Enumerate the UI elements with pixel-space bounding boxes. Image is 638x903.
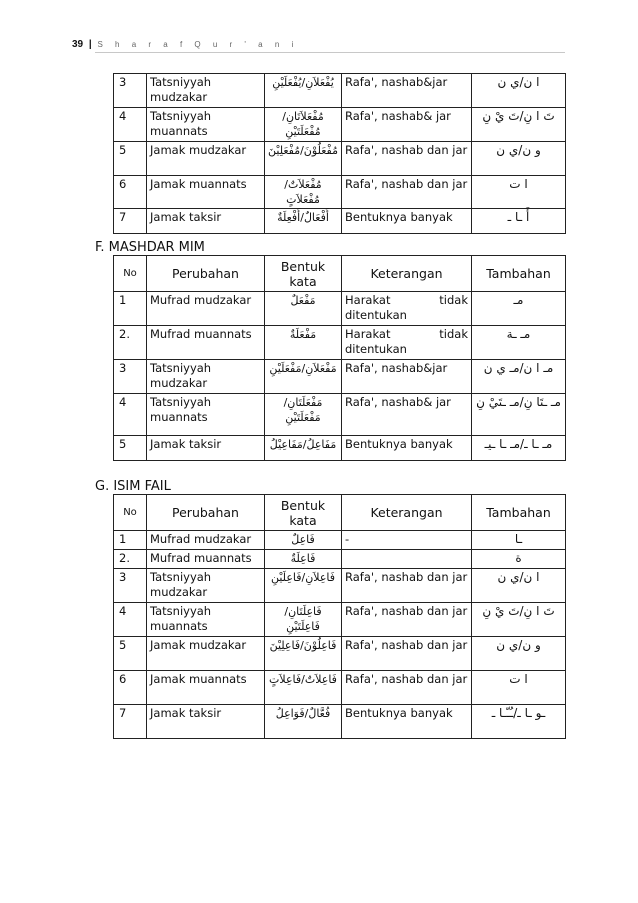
table-row	[114, 292, 566, 326]
col-header-bentuk: Bentuk kata	[265, 256, 342, 292]
row-bentuk-kata: فَاعِلاَنِ/فَاعِلَيْنِ	[265, 569, 342, 603]
table-row	[114, 360, 566, 394]
row-bentuk-kata: فَاعِلاَتٌ/فَاعِلاَتٍ	[265, 671, 342, 705]
row-tambahan: ا ن/ي ن	[472, 74, 566, 108]
table-row	[114, 209, 566, 234]
table-body	[114, 292, 566, 461]
header-rule	[95, 52, 565, 53]
row-perubahan: Jamak muannats	[147, 176, 265, 209]
row-tambahan: مـ ا ن/مـ ي ن	[472, 360, 566, 394]
row-keterangan: Rafa', nashab dan jar	[342, 603, 472, 637]
row-number: 4	[114, 603, 147, 637]
table-body	[114, 531, 566, 739]
row-perubahan: Mufrad mudzakar	[147, 531, 265, 550]
row-keterangan	[342, 550, 472, 569]
section-f-title: F. MASHDAR MIM	[95, 240, 205, 255]
table-continuation	[113, 73, 566, 234]
row-perubahan: Tatsniyyah muannats	[147, 394, 265, 436]
row-tambahan: ة	[472, 550, 566, 569]
row-keterangan: Rafa', nashab&jar	[342, 74, 472, 108]
row-number: 5	[114, 637, 147, 671]
row-bentuk-kata: مَفَاعِلُ/مَفَاعِيْلُ	[265, 436, 342, 461]
row-bentuk-kata: أَفْعَالٌ/أَفْعِلَةٌ	[265, 209, 342, 234]
row-bentuk-kata: مَفْعَلاَنِ/مَفْعَلَيْنِ	[265, 360, 342, 394]
row-keterangan: Rafa', nashab dan jar	[342, 142, 472, 176]
row-bentuk-kata: فَاعِلَةٌ	[265, 550, 342, 569]
row-keterangan: -	[342, 531, 472, 550]
row-tambahan: مـ	[472, 292, 566, 326]
col-header-tambahan: Tambahan	[472, 495, 566, 531]
table-mashdar-mim	[113, 255, 566, 461]
row-perubahan: Mufrad muannats	[147, 326, 265, 360]
row-bentuk-kata: فُعَّالٌ/فَوَاعِلُ	[265, 705, 342, 739]
row-tambahan: أَ ـا ـ	[472, 209, 566, 234]
row-perubahan: Jamak muannats	[147, 671, 265, 705]
row-number: 3	[114, 569, 147, 603]
row-number: 5	[114, 436, 147, 461]
running-header	[72, 39, 298, 50]
row-bentuk-kata: فَاعِلُوْنَ/فَاعِلِيْنَ	[265, 637, 342, 671]
table-isim-fail	[113, 494, 566, 739]
col-header-keterangan: Keterangan	[342, 256, 472, 292]
row-bentuk-kata: يُفْعَلاَنِ/يُفْعَلَيْنِ	[265, 74, 342, 108]
row-perubahan: Jamak mudzakar	[147, 637, 265, 671]
row-perubahan: Jamak taksir	[147, 436, 265, 461]
row-number: 3	[114, 360, 147, 394]
page-number: 39	[72, 39, 84, 50]
table-body	[114, 74, 566, 234]
row-keterangan: Bentuknya banyak	[342, 705, 472, 739]
row-number: 1	[114, 292, 147, 326]
row-tambahan: ا ت	[472, 671, 566, 705]
book-title: S h a r a f Q u r ' a n i	[97, 40, 299, 49]
section-g-title: G. ISIM FAIL	[95, 479, 171, 494]
row-tambahan: تَ ا نِ/تَ يْ نِ	[472, 603, 566, 637]
header-separator: |	[88, 39, 92, 50]
row-tambahan: مـ ـتَا نِ/مـ ـتَيْ نِ	[472, 394, 566, 436]
row-tambahan: ا ن/ي ن	[472, 569, 566, 603]
row-bentuk-kata: مُفْعَلُوْنَ/مُفْعَلِيْنَ	[265, 142, 342, 176]
row-perubahan: Jamak taksir	[147, 209, 265, 234]
row-tambahan: و ن/ي ن	[472, 142, 566, 176]
row-keterangan: Harakat tidak ditentukan	[342, 292, 472, 326]
row-bentuk-kata: مُفْعَلاَتَانِ/مُفْعَلَتَيْنِ	[265, 108, 342, 142]
row-keterangan: Rafa', nashab&jar	[342, 360, 472, 394]
row-keterangan: Rafa', nashab& jar	[342, 394, 472, 436]
row-number: 7	[114, 705, 147, 739]
table-row	[114, 550, 566, 569]
table-row	[114, 531, 566, 550]
table-header-row	[114, 495, 566, 531]
col-header-keterangan: Keterangan	[342, 495, 472, 531]
row-bentuk-kata: مَفْعَلَتَانِ/مَفْعَلَتَيْنِ	[265, 394, 342, 436]
row-tambahan: و ن/ي ن	[472, 637, 566, 671]
row-number: 6	[114, 671, 147, 705]
row-keterangan: Rafa', nashab dan jar	[342, 569, 472, 603]
col-header-perubahan: Perubahan	[147, 256, 265, 292]
row-tambahan: تَ ا نِ/تَ يْ نِ	[472, 108, 566, 142]
row-bentuk-kata: فَاعِلٌ	[265, 531, 342, 550]
row-tambahan: مـ ـة	[472, 326, 566, 360]
row-perubahan: Tatsniyyah mudzakar	[147, 74, 265, 108]
row-keterangan: Rafa', nashab dan jar	[342, 176, 472, 209]
row-bentuk-kata: مُفْعَلاَتٌ/مُفْعَلاَتٍ	[265, 176, 342, 209]
table-row	[114, 176, 566, 209]
row-bentuk-kata: مَفْعَلَةٌ	[265, 326, 342, 360]
row-perubahan: Jamak mudzakar	[147, 142, 265, 176]
row-keterangan: Bentuknya banyak	[342, 436, 472, 461]
table-row	[114, 74, 566, 108]
row-number: 5	[114, 142, 147, 176]
row-perubahan: Tatsniyyah mudzakar	[147, 569, 265, 603]
row-keterangan: Rafa', nashab dan jar	[342, 637, 472, 671]
table-row	[114, 436, 566, 461]
table-row	[114, 671, 566, 705]
row-number: 3	[114, 74, 147, 108]
row-keterangan: Harakat tidak ditentukan	[342, 326, 472, 360]
row-bentuk-kata: فَاعِلَتَانِ/فَاعِلَتَيْنِ	[265, 603, 342, 637]
row-number: 4	[114, 394, 147, 436]
row-keterangan: Rafa', nashab& jar	[342, 108, 472, 142]
table-row	[114, 603, 566, 637]
table-row	[114, 142, 566, 176]
row-number: 2.	[114, 550, 147, 569]
row-bentuk-kata: مَفْعَلٌ	[265, 292, 342, 326]
row-perubahan: Jamak taksir	[147, 705, 265, 739]
row-perubahan: Mufrad muannats	[147, 550, 265, 569]
table-row	[114, 326, 566, 360]
table-row	[114, 569, 566, 603]
row-tambahan: مـ ـا ـ/مـ ـا ـيـ	[472, 436, 566, 461]
col-header-perubahan: Perubahan	[147, 495, 265, 531]
col-header-tambahan: Tambahan	[472, 256, 566, 292]
col-header-bentuk: Bentuk kata	[265, 495, 342, 531]
row-perubahan: Tatsniyyah muannats	[147, 108, 265, 142]
row-perubahan: Tatsniyyah muannats	[147, 603, 265, 637]
row-tambahan: ـا	[472, 531, 566, 550]
col-header-no: No	[114, 256, 147, 292]
row-perubahan: Tatsniyyah mudzakar	[147, 360, 265, 394]
row-number: 4	[114, 108, 147, 142]
row-perubahan: Mufrad mudzakar	[147, 292, 265, 326]
row-tambahan: ا ت	[472, 176, 566, 209]
table-row	[114, 705, 566, 739]
row-keterangan: Bentuknya banyak	[342, 209, 472, 234]
row-tambahan: ـو ـا ـ/ـُـّـا ـ	[472, 705, 566, 739]
row-number: 7	[114, 209, 147, 234]
table-row	[114, 637, 566, 671]
row-number: 6	[114, 176, 147, 209]
table-row	[114, 394, 566, 436]
row-number: 2.	[114, 326, 147, 360]
col-header-no: No	[114, 495, 147, 531]
table-header-row	[114, 256, 566, 292]
row-keterangan: Rafa', nashab dan jar	[342, 671, 472, 705]
table-row	[114, 108, 566, 142]
row-number: 1	[114, 531, 147, 550]
